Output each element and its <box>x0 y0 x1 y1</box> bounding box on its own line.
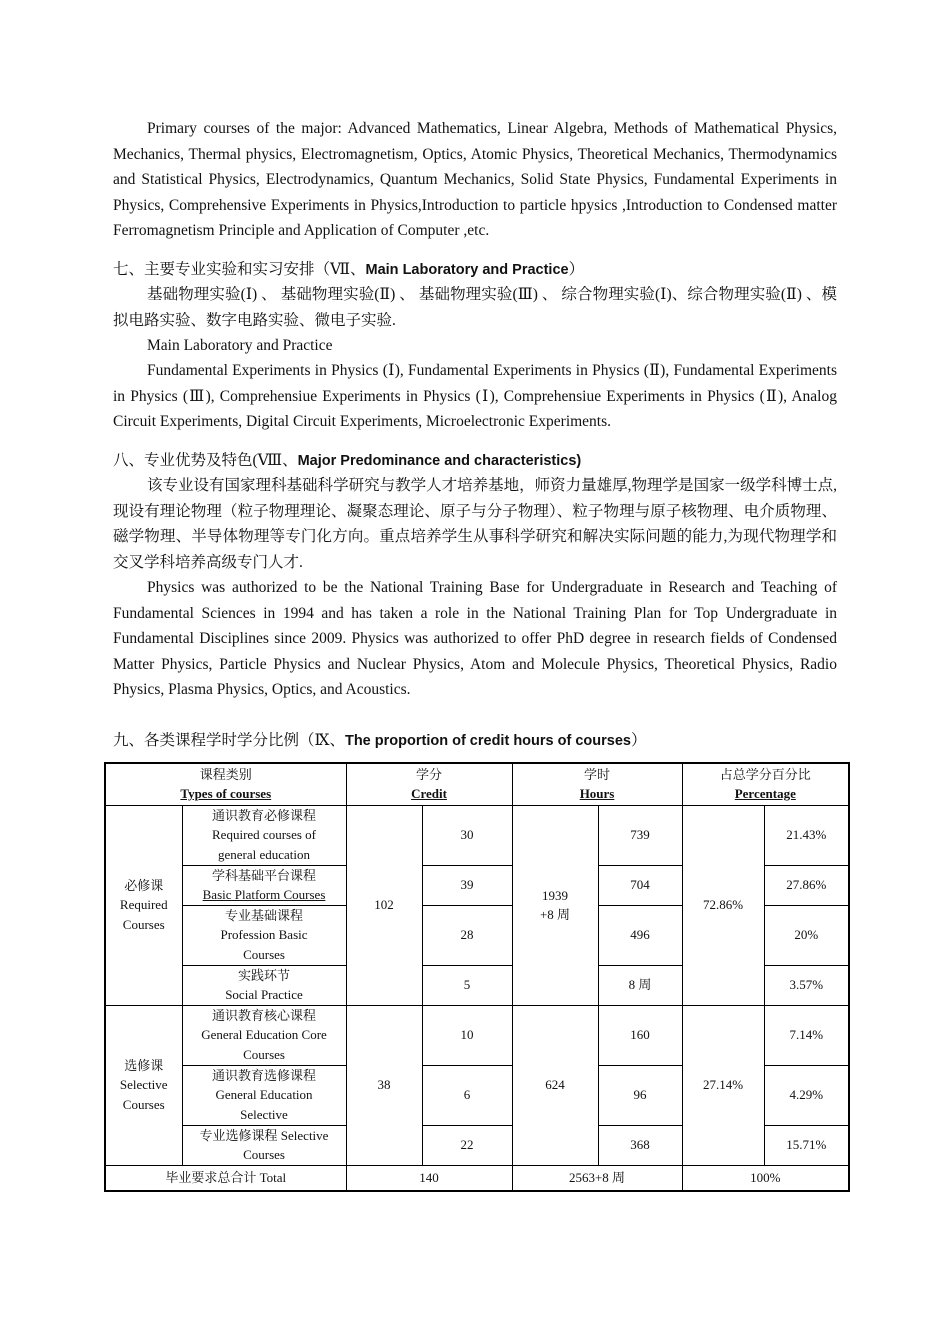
hours-cell: 96 <box>598 1065 682 1125</box>
course-name-cell <box>182 905 346 965</box>
course-name-cell <box>182 865 346 905</box>
course-name-en: General Education <box>215 1087 313 1103</box>
course-name-en: Courses <box>243 1147 285 1162</box>
credit-cell: 39 <box>422 865 512 905</box>
header-type-cell <box>105 763 346 805</box>
table-row <box>105 805 849 865</box>
course-name-cn: 专业基础课程 <box>225 907 304 923</box>
section8-body-cn-text: 该专业设有国家理科基础科学研究与教学人才培养基地，师资力量雄厚,物理学是国家一级学科博士点,现设有理论物理（粒子物理理论、凝聚态理论、原子与分子物理）、粒子物理与原子核物理、电介质物理、磁学物理、半导体物理等专门化方向。重点培养学生从事科学研究和解决实际问题的能力,为现代物理学和交叉学科培养高级专门人才. <box>113 477 837 571</box>
required-label-en1: Required <box>119 897 168 913</box>
course-name-en: Selective <box>240 1106 288 1122</box>
required-label-en2: Courses <box>122 916 165 932</box>
pct-cell: 20% <box>764 905 849 965</box>
pct-cell: 27.86% <box>764 865 849 905</box>
total-pct: 100% <box>682 1165 849 1191</box>
primary-courses-paragraph <box>113 116 837 244</box>
hours-cell: 160 <box>598 1005 682 1065</box>
course-name-cell <box>182 1125 346 1165</box>
header-hours-cn: 学时 <box>584 766 611 782</box>
pct-cell: 21.43% <box>764 805 849 865</box>
selective-pct-total: 27.14% <box>682 1005 764 1165</box>
header-credit-en: Credit <box>411 786 447 802</box>
course-name-cn: 通识教育必修课程 <box>212 807 317 823</box>
section7-subtitle-text: Main Laboratory and Practice <box>147 337 333 354</box>
pct-cell: 3.57% <box>764 965 849 1005</box>
credit-cell: 28 <box>422 905 512 965</box>
hours-cell: 368 <box>598 1125 682 1165</box>
pct-cell: 4.29% <box>764 1065 849 1125</box>
section9-heading <box>113 728 837 754</box>
section8-body-en <box>113 575 837 703</box>
credit-cell: 30 <box>422 805 512 865</box>
required-credit-total: 102 <box>346 805 422 1005</box>
header-credit-cell <box>346 763 512 805</box>
course-name-cell <box>182 1005 346 1065</box>
header-type-en: Types of courses <box>180 786 272 802</box>
course-name-en: general education <box>217 846 311 862</box>
credit-cell: 6 <box>422 1065 512 1125</box>
section9-heading-close: ） <box>630 732 647 749</box>
section8-heading <box>113 448 837 474</box>
table-row <box>105 1005 849 1065</box>
total-credit: 140 <box>346 1165 512 1191</box>
course-name-en: Profession Basic <box>220 927 308 943</box>
hours-cell: 8 周 <box>598 965 682 1005</box>
credit-proportion-table <box>104 762 850 1192</box>
selective-label-cn: 选修课 <box>124 1057 164 1073</box>
header-hours-cell <box>512 763 682 805</box>
course-name-en: Social Practice <box>225 987 303 1002</box>
header-hours-en: Hours <box>579 786 615 802</box>
course-name-cell <box>182 1065 346 1125</box>
course-name-cell <box>182 805 346 865</box>
section7-heading-cn: 七、主要专业实验和实习安排（Ⅶ、 <box>113 261 366 278</box>
course-name-cn: 通识教育核心课程 <box>212 1007 317 1023</box>
total-label: 毕业要求总合计 Total <box>105 1165 346 1191</box>
course-name-cn: 通识教育选修课程 <box>212 1067 317 1083</box>
required-pct-total: 72.86% <box>682 805 764 1005</box>
required-hours-total-cell <box>512 805 598 1005</box>
course-name-en: Courses <box>243 946 285 962</box>
table-header-row <box>105 763 849 805</box>
course-name-en: Courses <box>243 1046 285 1062</box>
selective-hours-total: 624 <box>512 1005 598 1165</box>
course-name-cn: 学科基础平台课程 <box>212 867 317 883</box>
section7-subtitle <box>113 333 837 359</box>
total-hours: 2563+8 周 <box>512 1165 682 1191</box>
section9-heading-en: The proportion of credit hours of courses <box>344 733 631 749</box>
selective-label-en2: Courses <box>122 1096 165 1112</box>
selective-credit-total: 38 <box>346 1005 422 1165</box>
hours-cell: 739 <box>598 805 682 865</box>
credit-cell: 22 <box>422 1125 512 1165</box>
selective-label-en1: Selective <box>119 1077 168 1093</box>
header-type-cn: 课程类别 <box>199 766 252 782</box>
hours-cell: 496 <box>598 905 682 965</box>
header-credit-cn: 学分 <box>416 766 443 782</box>
section7-heading-close: ） <box>568 261 585 278</box>
section7-body-en <box>113 358 837 435</box>
section9-heading-cn: 九、各类课程学时学分比例（Ⅸ、 <box>113 732 345 749</box>
credit-cell: 10 <box>422 1005 512 1065</box>
section8-heading-en: Major Predominance and characteristics) <box>297 453 582 469</box>
header-pct-cell <box>682 763 849 805</box>
section7-heading-en: Main Laboratory and Practice <box>365 262 569 278</box>
table-total-row <box>105 1165 849 1191</box>
section7-heading <box>113 257 837 283</box>
primary-courses-text: Primary courses of the major: Advanced Mathematics, Linear Algebra, Methods of Mathematical Physics, Mechanics, Thermal physics, Electromagnetism, Optics, Atomic Physics, Theoretical Mechanics, Thermodynamics and Statistical Physics, Electrodynamics, Quantum Mechanics, Solid State Physics, Fundamental Experiments in Physics, Comprehensive Experiments in Physics,Introduction to particle hpysics ,Introduction to Condensed matter Ferromagnetism Principle and Application of Computer ,etc. <box>113 120 837 239</box>
required-hours-weeks: +8 周 <box>539 907 571 922</box>
credit-cell: 5 <box>422 965 512 1005</box>
course-name-en: Basic Platform Courses <box>202 887 326 902</box>
selective-label-cell <box>105 1005 182 1165</box>
required-hours-total: 1939 <box>542 887 569 903</box>
required-label-cn: 必修课 <box>124 877 164 893</box>
section8-body-en-text: Physics was authorized to be the National Training Base for Undergraduate in Research and Teaching of Fundamental Sciences in 1994 and has taken a role in the National Training Plan for Top Undergraduate in Fundamental Disciplines since 2009. Physics was authorized to offer PhD degree in research fields of Condensed Matter Physics, Particle Physics and Nuclear Physics, Atom and Molecule Physics, Theoretical Physics, Radio Physics, Plasma Physics, Optics, and Acoustics. <box>113 579 837 698</box>
section8-body-cn <box>113 473 837 575</box>
course-name-cell <box>182 965 346 1005</box>
section7-body-cn <box>113 282 837 333</box>
course-name-cn: 专业选修课程 Selective <box>199 1127 329 1143</box>
pct-cell: 15.71% <box>764 1125 849 1165</box>
course-name-en: General Education Core <box>201 1027 327 1043</box>
course-name-en: Required courses of <box>212 827 316 843</box>
section7-body-en-text: Fundamental Experiments in Physics (Ⅰ), Fundamental Experiments in Physics (Ⅱ), Fundamental Experiments in Physics (Ⅲ), Comprehensiue Experiments in Physics (Ⅰ), Comprehensiue Experiments in Physics (Ⅱ), Analog Circuit Experiments, Digital Circuit Experiments, Microelectronic Experiments. <box>113 362 837 430</box>
course-name-cn: 实践环节 <box>238 967 291 983</box>
section8-heading-cn: 八、专业优势及特色(Ⅷ、 <box>113 452 298 469</box>
section7-body-cn-text: 基础物理实验(Ⅰ) 、 基础物理实验(Ⅱ) 、 基础物理实验(Ⅲ) 、 综合物理实验(Ⅰ)、综合物理实验(Ⅱ) 、模拟电路实验、数字电路实验、微电子实验. <box>113 286 837 329</box>
pct-cell: 7.14% <box>764 1005 849 1065</box>
header-pct-en: Percentage <box>734 786 796 802</box>
header-pct-cn: 占总学分百分比 <box>719 766 811 782</box>
hours-cell: 704 <box>598 865 682 905</box>
required-label-cell <box>105 805 182 1005</box>
